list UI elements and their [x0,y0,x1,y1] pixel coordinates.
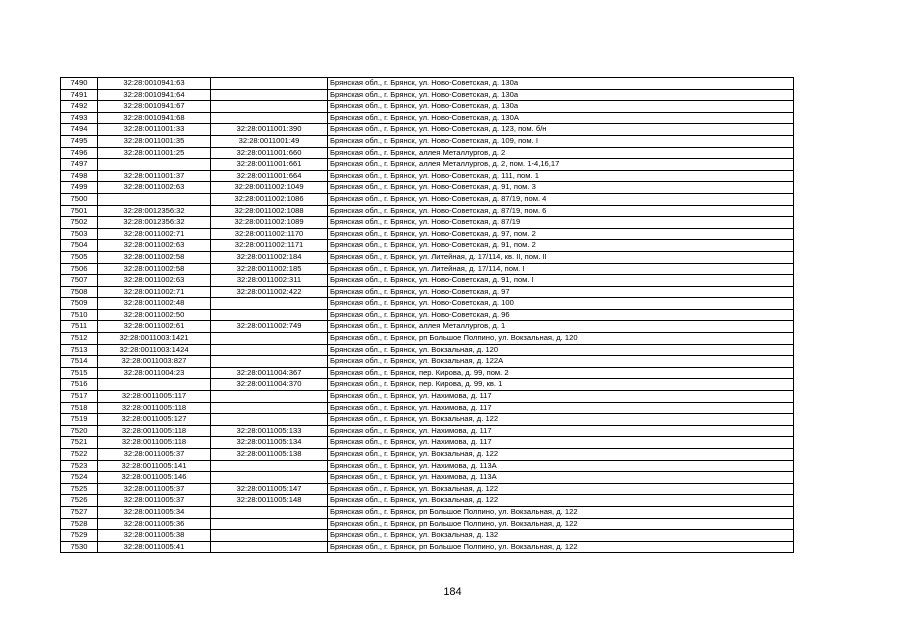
row-number-cell: 7506 [61,263,98,275]
row-number-cell: 7507 [61,275,98,287]
row-number-cell: 7498 [61,170,98,182]
object-cadastral-number-cell [211,506,328,518]
table-row [61,205,794,217]
object-cadastral-number-cell: 32:28:0011002:1171 [211,240,328,252]
object-cadastral-number-cell: 32:28:0011002:311 [211,275,328,287]
cadastral-number-cell: 32:28:0011002:61 [98,321,211,333]
object-cadastral-number-cell: 32:28:0011005:138 [211,449,328,461]
cadastral-number-cell: 32:28:0012356:32 [98,205,211,217]
address-cell: Брянская обл., г. Брянск, ул. Вокзальная, д. 122 [328,449,794,461]
row-number-cell: 7516 [61,379,98,391]
object-cadastral-number-cell [211,309,328,321]
row-number-cell: 7503 [61,228,98,240]
address-cell: Брянская обл., г. Брянск, ул. Вокзальная, д. 120 [328,344,794,356]
table-row [61,402,794,414]
row-number-cell: 7493 [61,112,98,124]
address-cell: Брянская обл., г. Брянск, ул. Ново-Советская, д. 100 [328,298,794,310]
table-row [61,518,794,530]
table-row [61,275,794,287]
cadastral-number-cell: 32:28:0011005:117 [98,391,211,403]
address-cell: Брянская обл., г. Брянск, ул. Ново-Советская, д. 91, пом. 2 [328,240,794,252]
address-cell: Брянская обл., г. Брянск, ул. Ново-Советская, д. 130а [328,89,794,101]
address-cell: Брянская обл., г. Брянск, пер. Кирова, д. 99, пом. 2 [328,367,794,379]
address-cell: Брянская обл., г. Брянск, ул. Вокзальная, д. 122 [328,495,794,507]
table-row [61,217,794,229]
cadastral-number-cell: 32:28:0011005:34 [98,506,211,518]
object-cadastral-number-cell [211,101,328,113]
table-row [61,170,794,182]
object-cadastral-number-cell: 32:28:0011002:749 [211,321,328,333]
table-row [61,333,794,345]
cadastral-number-cell [98,379,211,391]
row-number-cell: 7494 [61,124,98,136]
cadastral-number-cell: 32:28:0011005:141 [98,460,211,472]
table-row [61,356,794,368]
cadastral-number-cell: 32:28:0010941:67 [98,101,211,113]
object-cadastral-number-cell: 32:28:0011001:49 [211,135,328,147]
object-cadastral-number-cell: 32:28:0011001:660 [211,147,328,159]
row-number-cell: 7519 [61,414,98,426]
address-cell: Брянская обл., г. Брянск, ул. Нахимова, д. 117 [328,437,794,449]
row-number-cell: 7522 [61,449,98,461]
cadastral-number-cell: 32:28:0010941:63 [98,78,211,90]
table-row [61,89,794,101]
cadastral-number-cell: 32:28:0011003:1421 [98,333,211,345]
table-row [61,495,794,507]
cadastral-number-cell: 32:28:0011001:25 [98,147,211,159]
address-cell: Брянская обл., г. Брянск, рп Большое Полпино, ул. Вокзальная, д. 120 [328,333,794,345]
row-number-cell: 7500 [61,193,98,205]
object-cadastral-number-cell: 32:28:0011005:134 [211,437,328,449]
table-row [61,147,794,159]
cadastral-number-cell: 32:28:0011005:36 [98,518,211,530]
address-cell: Брянская обл., г. Брянск, ул. Ново-Советская, д. 111, пом. 1 [328,170,794,182]
table-row [61,379,794,391]
address-cell: Брянская обл., г. Брянск, ул. Вокзальная, д. 132 [328,530,794,542]
table-row [61,298,794,310]
row-number-cell: 7517 [61,391,98,403]
address-cell: Брянская обл., г. Брянск, ул. Ново-Советская, д. 109, пом. I [328,135,794,147]
object-cadastral-number-cell [211,78,328,90]
table-row [61,449,794,461]
object-cadastral-number-cell [211,460,328,472]
address-cell: Брянская обл., г. Брянск, ул. Литейная, д. 17/114, кв. II, пом. II [328,251,794,263]
table-row [61,472,794,484]
address-cell: Брянская обл., г. Брянск, ул. Нахимова, д. 117 [328,391,794,403]
object-cadastral-number-cell [211,112,328,124]
row-number-cell: 7502 [61,217,98,229]
table-row [61,367,794,379]
object-cadastral-number-cell: 32:28:0011002:422 [211,286,328,298]
cadastral-number-cell: 32:28:0011002:71 [98,286,211,298]
address-cell: Брянская обл., г. Брянск, ул. Ново-Советская, д. 130а [328,78,794,90]
cadastral-number-cell: 32:28:0011005:127 [98,414,211,426]
address-cell: Брянская обл., г. Брянск, ул. Вокзальная, д. 122А [328,356,794,368]
object-cadastral-number-cell [211,530,328,542]
cadastral-number-cell: 32:28:0011005:118 [98,437,211,449]
object-cadastral-number-cell [211,344,328,356]
row-number-cell: 7510 [61,309,98,321]
cadastral-number-cell: 32:28:0011002:63 [98,240,211,252]
cadastral-number-cell: 32:28:0011005:37 [98,495,211,507]
address-cell: Брянская обл., г. Брянск, ул. Ново-Советская, д. 87/19, пом. 4 [328,193,794,205]
row-number-cell: 7512 [61,333,98,345]
row-number-cell: 7499 [61,182,98,194]
row-number-cell: 7528 [61,518,98,530]
object-cadastral-number-cell [211,391,328,403]
table-row [61,541,794,553]
row-number-cell: 7513 [61,344,98,356]
cadastral-number-cell: 32:28:0011002:71 [98,228,211,240]
object-cadastral-number-cell: 32:28:0011002:1086 [211,193,328,205]
table-row [61,228,794,240]
table-row [61,460,794,472]
cadastral-number-cell: 32:28:0011005:37 [98,483,211,495]
row-number-cell: 7525 [61,483,98,495]
cadastral-number-cell: 32:28:0011001:33 [98,124,211,136]
object-cadastral-number-cell: 32:28:0011002:185 [211,263,328,275]
row-number-cell: 7505 [61,251,98,263]
object-cadastral-number-cell [211,89,328,101]
row-number-cell: 7526 [61,495,98,507]
cadastral-number-cell [98,193,211,205]
row-number-cell: 7523 [61,460,98,472]
address-cell: Брянская обл., г. Брянск, ул. Вокзальная, д. 122 [328,414,794,426]
table-row [61,391,794,403]
cadastral-number-cell: 32:28:0011003:827 [98,356,211,368]
cadastral-number-cell: 32:28:0011005:118 [98,402,211,414]
object-cadastral-number-cell: 32:28:0011001:664 [211,170,328,182]
table-row [61,159,794,171]
address-cell: Брянская обл., г. Брянск, ул. Ново-Советская, д. 91, пом. 3 [328,182,794,194]
table-row [61,506,794,518]
table-row [61,78,794,90]
address-cell: Брянская обл., г. Брянск, ул. Ново-Советская, д. 130а [328,101,794,113]
table-row [61,135,794,147]
object-cadastral-number-cell: 32:28:0011002:1088 [211,205,328,217]
address-cell: Брянская обл., г. Брянск, аллея Металлургов, д. 2 [328,147,794,159]
object-cadastral-number-cell [211,402,328,414]
object-cadastral-number-cell [211,518,328,530]
row-number-cell: 7496 [61,147,98,159]
row-number-cell: 7509 [61,298,98,310]
object-cadastral-number-cell: 32:28:0011004:367 [211,367,328,379]
cadastral-number-cell: 32:28:0011002:48 [98,298,211,310]
address-cell: Брянская обл., г. Брянск, ул. Вокзальная, д. 122 [328,483,794,495]
address-cell: Брянская обл., г. Брянск, ул. Ново-Советская, д. 97 [328,286,794,298]
object-cadastral-number-cell: 32:28:0011004:370 [211,379,328,391]
row-number-cell: 7504 [61,240,98,252]
registry-table [60,77,794,553]
table-row [61,286,794,298]
address-cell: Брянская обл., г. Брянск, ул. Ново-Советская, д. 87/19, пом. 6 [328,205,794,217]
cadastral-number-cell: 32:28:0012356:32 [98,217,211,229]
row-number-cell: 7490 [61,78,98,90]
object-cadastral-number-cell: 32:28:0011005:147 [211,483,328,495]
table-row [61,182,794,194]
object-cadastral-number-cell [211,472,328,484]
cadastral-number-cell: 32:28:0011002:58 [98,251,211,263]
object-cadastral-number-cell: 32:28:0011005:133 [211,425,328,437]
cadastral-number-cell: 32:28:0011002:58 [98,263,211,275]
table-row [61,483,794,495]
cadastral-number-cell: 32:28:0010941:64 [98,89,211,101]
address-cell: Брянская обл., г. Брянск, ул. Нахимова, д. 117 [328,425,794,437]
table-row [61,112,794,124]
cadastral-number-cell: 32:28:0011005:146 [98,472,211,484]
table-row [61,321,794,333]
object-cadastral-number-cell: 32:28:0011002:1170 [211,228,328,240]
page-number: 184 [443,586,462,598]
row-number-cell: 7497 [61,159,98,171]
address-cell: Брянская обл., г. Брянск, ул. Нахимова, д. 113А [328,472,794,484]
object-cadastral-number-cell [211,356,328,368]
table-row [61,530,794,542]
row-number-cell: 7492 [61,101,98,113]
address-cell: Брянская обл., г. Брянск, рп Большое Полпино, ул. Вокзальная, д. 122 [328,518,794,530]
object-cadastral-number-cell: 32:28:0011001:661 [211,159,328,171]
cadastral-number-cell: 32:28:0011002:63 [98,275,211,287]
row-number-cell: 7511 [61,321,98,333]
cadastral-number-cell: 32:28:0011002:63 [98,182,211,194]
registry-table-body [61,78,794,553]
object-cadastral-number-cell [211,333,328,345]
row-number-cell: 7491 [61,89,98,101]
row-number-cell: 7529 [61,530,98,542]
table-row [61,437,794,449]
table-row [61,425,794,437]
address-cell: Брянская обл., г. Брянск, ул. Нахимова, д. 117 [328,402,794,414]
row-number-cell: 7514 [61,356,98,368]
object-cadastral-number-cell [211,298,328,310]
cadastral-number-cell [98,159,211,171]
row-number-cell: 7521 [61,437,98,449]
object-cadastral-number-cell [211,541,328,553]
cadastral-number-cell: 32:28:0011005:38 [98,530,211,542]
object-cadastral-number-cell: 32:28:0011005:148 [211,495,328,507]
cadastral-number-cell: 32:28:0010941:68 [98,112,211,124]
row-number-cell: 7530 [61,541,98,553]
address-cell: Брянская обл., г. Брянск, ул. Нахимова, д. 113А [328,460,794,472]
row-number-cell: 7520 [61,425,98,437]
object-cadastral-number-cell: 32:28:0011002:1089 [211,217,328,229]
table-row [61,414,794,426]
row-number-cell: 7508 [61,286,98,298]
address-cell: Брянская обл., г. Брянск, ул. Ново-Советская, д. 97, пом. 2 [328,228,794,240]
address-cell: Брянская обл., г. Брянск, ул. Ново-Советская, д. 87/19 [328,217,794,229]
address-cell: Брянская обл., г. Брянск, аллея Металлургов, д. 2, пом. 1-4,16,17 [328,159,794,171]
cadastral-number-cell: 32:28:0011002:50 [98,309,211,321]
table-row [61,193,794,205]
object-cadastral-number-cell [211,414,328,426]
table-row [61,309,794,321]
table-row [61,240,794,252]
cadastral-number-cell: 32:28:0011005:37 [98,449,211,461]
cadastral-number-cell: 32:28:0011004:23 [98,367,211,379]
table-row [61,101,794,113]
address-cell: Брянская обл., г. Брянск, ул. Ново-Советская, д. 123, пом. б/н [328,124,794,136]
address-cell: Брянская обл., г. Брянск, пер. Кирова, д. 99, кв. 1 [328,379,794,391]
row-number-cell: 7518 [61,402,98,414]
address-cell: Брянская обл., г. Брянск, аллея Металлургов, д. 1 [328,321,794,333]
cadastral-number-cell: 32:28:0011001:37 [98,170,211,182]
cadastral-number-cell: 32:28:0011005:118 [98,425,211,437]
row-number-cell: 7495 [61,135,98,147]
cadastral-number-cell: 32:28:0011001:35 [98,135,211,147]
row-number-cell: 7524 [61,472,98,484]
row-number-cell: 7515 [61,367,98,379]
row-number-cell: 7501 [61,205,98,217]
address-cell: Брянская обл., г. Брянск, рп Большое Полпино, ул. Вокзальная, д. 122 [328,506,794,518]
object-cadastral-number-cell: 32:28:0011002:1049 [211,182,328,194]
object-cadastral-number-cell: 32:28:0011002:184 [211,251,328,263]
table-row [61,263,794,275]
address-cell: Брянская обл., г. Брянск, ул. Ново-Советская, д. 96 [328,309,794,321]
address-cell: Брянская обл., г. Брянск, ул. Литейная, д. 17/114, пом. I [328,263,794,275]
address-cell: Брянская обл., г. Брянск, ул. Ново-Советская, д. 91, пом. I [328,275,794,287]
cadastral-number-cell: 32:28:0011005:41 [98,541,211,553]
address-cell: Брянская обл., г. Брянск, рп Большое Полпино, ул. Вокзальная, д. 122 [328,541,794,553]
address-cell: Брянская обл., г. Брянск, ул. Ново-Советская, д. 130А [328,112,794,124]
table-row [61,251,794,263]
table-row [61,124,794,136]
cadastral-number-cell: 32:28:0011003:1424 [98,344,211,356]
object-cadastral-number-cell: 32:28:0011001:390 [211,124,328,136]
table-row [61,344,794,356]
row-number-cell: 7527 [61,506,98,518]
